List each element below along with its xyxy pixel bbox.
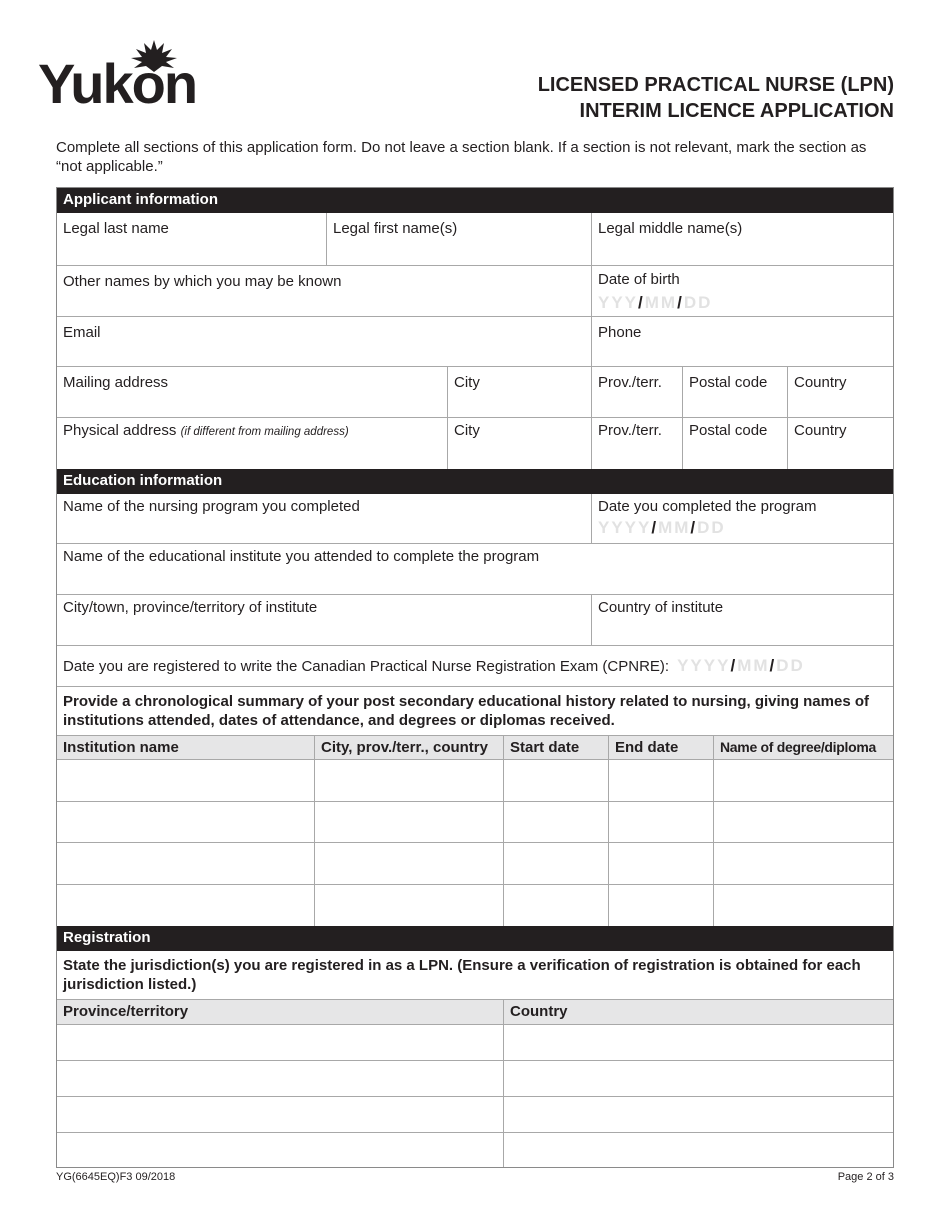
col-location: City, prov./terr., country xyxy=(315,736,504,759)
registration-row xyxy=(57,1097,893,1133)
field-label: Postal code xyxy=(689,422,768,439)
field-label: City xyxy=(454,374,480,391)
section-header-applicant: Applicant information xyxy=(57,188,893,213)
section-header-registration: Registration xyxy=(57,926,893,951)
institute-name-field[interactable] xyxy=(57,544,893,594)
date-placeholder: YYYY/MM/DD xyxy=(598,518,726,537)
institute-location-row xyxy=(57,595,893,646)
field-label: Date you completed the program xyxy=(598,498,817,515)
field-label: Country xyxy=(794,422,847,439)
institute-row xyxy=(57,544,893,595)
registration-instructions: State the jurisdiction(s) you are registered in as a LPN. (Ensure a verification of registration is obtained for each jurisdiction listed.) xyxy=(57,951,893,1000)
table-cell[interactable] xyxy=(609,802,714,842)
physical-postal-field[interactable] xyxy=(683,418,788,469)
email-field[interactable] xyxy=(57,317,592,366)
form-title xyxy=(538,72,894,124)
registration-row xyxy=(57,1061,893,1097)
physical-city-field[interactable] xyxy=(448,418,592,469)
date-placeholder: YYY/MM/DD xyxy=(598,293,713,312)
other-names-field[interactable] xyxy=(57,266,592,316)
page-number: Page 2 of 3 xyxy=(837,1171,894,1183)
physical-row xyxy=(57,418,893,469)
table-cell[interactable] xyxy=(315,843,504,884)
mailing-city-field[interactable] xyxy=(448,367,592,417)
title-line-1: LICENSED PRACTICAL NURSE (LPN) xyxy=(537,74,894,96)
field-label: Other names by which you may be known xyxy=(63,273,342,290)
table-cell[interactable] xyxy=(714,885,893,926)
form-code: YG(6645EQ)F3 09/2018 xyxy=(56,1171,176,1183)
field-label: Date you are registered to write the Canadian Practical Nurse Registration Exam (CPNRE): xyxy=(63,657,670,675)
cpnre-row xyxy=(57,646,893,687)
table-cell[interactable] xyxy=(57,760,315,801)
program-row xyxy=(57,494,893,544)
field-label: City xyxy=(454,422,480,439)
table-cell[interactable] xyxy=(57,1097,504,1132)
table-cell[interactable] xyxy=(504,1133,893,1167)
mailing-row xyxy=(57,367,893,418)
field-label: Postal code xyxy=(689,374,768,391)
middle-name-field[interactable] xyxy=(592,213,893,265)
table-cell[interactable] xyxy=(714,802,893,842)
mailing-prov-field[interactable] xyxy=(592,367,683,417)
col-end: End date xyxy=(609,736,714,759)
field-label: Physical address xyxy=(63,422,177,439)
field-label: Legal last name xyxy=(63,220,169,237)
table-cell[interactable] xyxy=(57,1133,504,1167)
mailing-address-field[interactable] xyxy=(57,367,448,417)
institute-country-field[interactable] xyxy=(592,595,893,645)
col-institution: Institution name xyxy=(57,736,315,759)
registration-row xyxy=(57,1133,893,1167)
table-cell[interactable] xyxy=(504,1025,893,1060)
title-line-2: INTERIM LICENCE APPLICATION xyxy=(579,100,894,122)
intro-text: Complete all sections of this application form. Do not leave a section blank. If a section is not relevant, mark the section as “not applicable.” xyxy=(56,139,867,175)
first-name-field[interactable] xyxy=(327,213,592,265)
table-cell[interactable] xyxy=(609,843,714,884)
field-label: City/town, province/territory of institute xyxy=(63,599,318,616)
table-cell[interactable] xyxy=(57,802,315,842)
col-country: Country xyxy=(510,1003,568,1020)
completion-date-field[interactable] xyxy=(592,494,893,543)
table-cell[interactable] xyxy=(504,885,609,926)
table-cell[interactable] xyxy=(315,802,504,842)
table-cell[interactable] xyxy=(609,760,714,801)
table-cell[interactable] xyxy=(504,1061,893,1096)
physical-country-field[interactable] xyxy=(788,418,893,469)
table-cell[interactable] xyxy=(714,760,893,801)
institute-location-field[interactable] xyxy=(57,595,592,645)
mailing-country-field[interactable] xyxy=(788,367,893,417)
col-province: Province/territory xyxy=(57,1000,504,1024)
field-label: Phone xyxy=(598,324,642,341)
registration-row xyxy=(57,1025,893,1061)
field-label: Country xyxy=(794,374,847,391)
history-row xyxy=(57,802,893,843)
mailing-postal-field[interactable] xyxy=(683,367,788,417)
physical-address-field[interactable] xyxy=(57,418,448,469)
col-degree: Name of degree/diploma xyxy=(720,739,876,755)
contact-row xyxy=(57,317,893,367)
table-cell[interactable] xyxy=(504,843,609,884)
table-cell[interactable] xyxy=(57,1025,504,1060)
table-cell[interactable] xyxy=(57,885,315,926)
field-label: Country of institute xyxy=(598,599,724,616)
history-row xyxy=(57,843,893,885)
yukon-logo xyxy=(38,40,213,115)
table-cell[interactable] xyxy=(57,1061,504,1096)
field-label: Legal first name(s) xyxy=(333,220,458,237)
table-cell[interactable] xyxy=(315,885,504,926)
program-name-field[interactable] xyxy=(57,494,592,543)
field-label: Legal middle name(s) xyxy=(598,220,743,237)
table-cell[interactable] xyxy=(714,843,893,884)
physical-prov-field[interactable] xyxy=(592,418,683,469)
date-placeholder: YYYY/MM/DD xyxy=(677,656,805,675)
table-cell[interactable] xyxy=(504,1097,893,1132)
history-row xyxy=(57,885,893,926)
cpnre-date-field[interactable] xyxy=(57,656,893,676)
dob-field[interactable] xyxy=(592,266,893,316)
other-names-row xyxy=(57,266,893,317)
field-label: Prov./terr. xyxy=(598,422,662,439)
field-note: (if different from mailing address) xyxy=(180,426,349,438)
section-header-education: Education information xyxy=(57,469,893,494)
table-cell[interactable] xyxy=(315,760,504,801)
table-cell[interactable] xyxy=(504,760,609,801)
phone-field[interactable] xyxy=(592,317,893,366)
name-row xyxy=(57,213,893,266)
field-label: Prov./terr. xyxy=(598,374,662,391)
last-name-field[interactable] xyxy=(57,213,327,265)
col-start: Start date xyxy=(504,736,609,759)
field-label: Mailing address xyxy=(63,374,169,391)
field-label: Date of birth xyxy=(598,271,680,288)
table-cell[interactable] xyxy=(504,802,609,842)
application-form xyxy=(56,187,894,1168)
table-cell[interactable] xyxy=(57,843,315,884)
history-instructions: Provide a chronological summary of your post secondary educational history related to nursing, giving names of institutions attended, dates of attendance, and degrees or diplomas received. xyxy=(57,687,893,736)
logo-wordmark: Yukon xyxy=(38,52,197,115)
field-label: Email xyxy=(63,324,101,341)
field-label: Name of the educational institute you attended to complete the program xyxy=(63,548,540,565)
history-row xyxy=(57,760,893,802)
field-label: Name of the nursing program you completed xyxy=(63,498,360,515)
table-cell[interactable] xyxy=(609,885,714,926)
registration-header-row xyxy=(57,1000,893,1025)
history-header-row xyxy=(57,736,893,760)
